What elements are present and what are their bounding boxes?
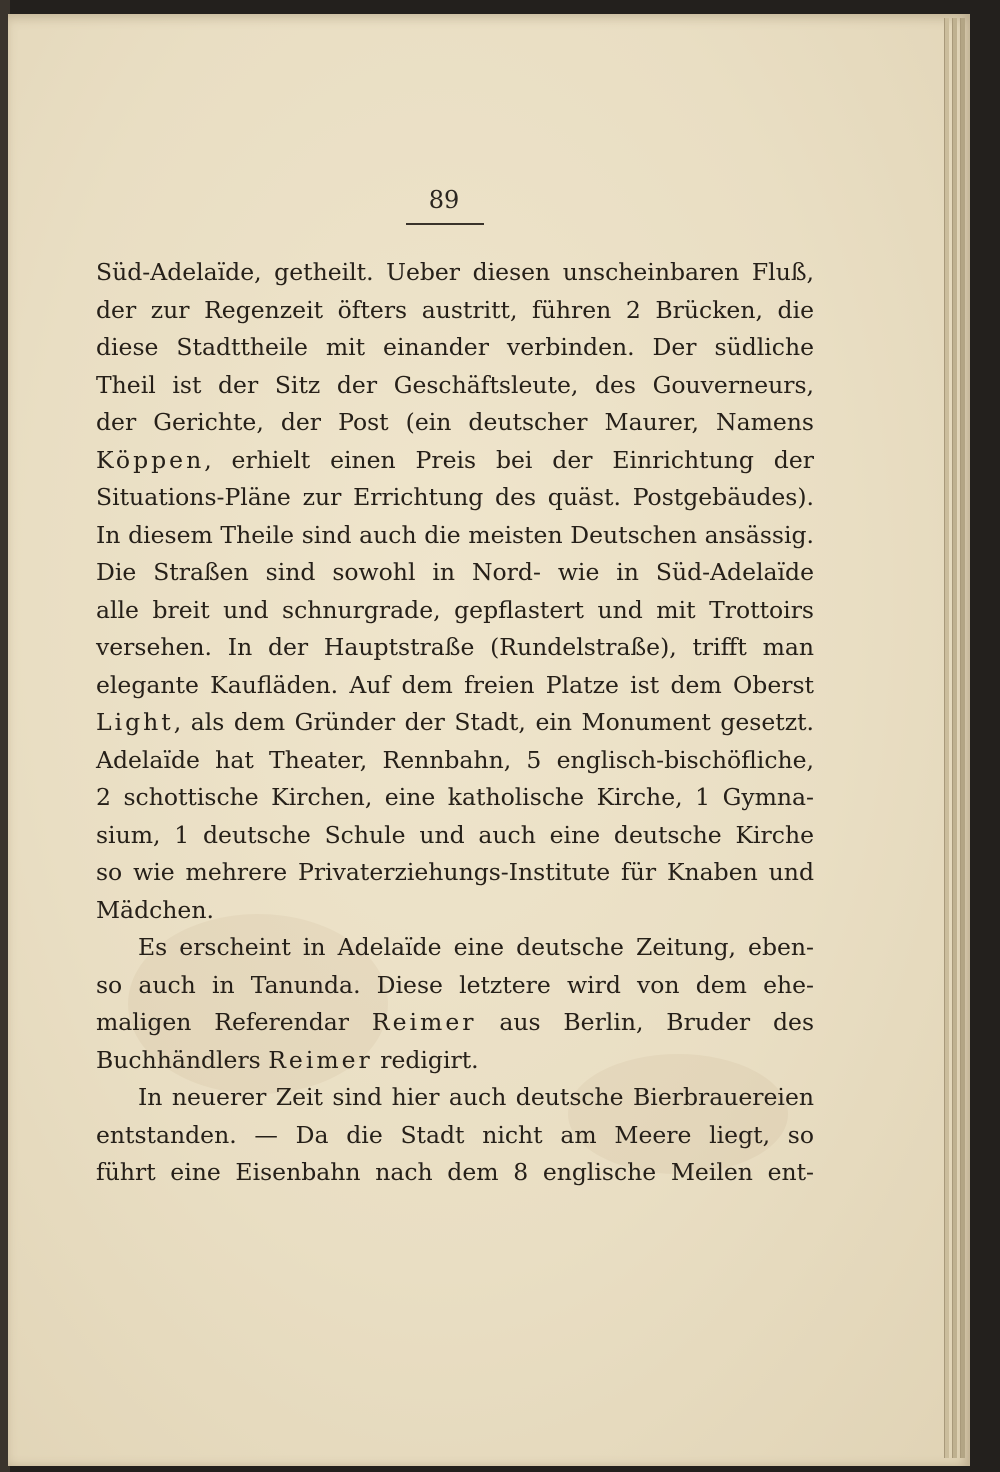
- text-line: In neuerer Zeit sind hier auch deutsche Bierbrauereien: [138, 1083, 814, 1111]
- spaced-name: Köppen: [96, 445, 205, 474]
- text-line: Mädchen.: [96, 895, 214, 924]
- text-line: sium, 1 deutsche Schule und auch eine deutsche Kirche: [96, 820, 814, 849]
- page-edge: [944, 18, 949, 1458]
- text-line: der zur Regenzeit öfters austritt, führen 2 Brücken, die: [96, 295, 814, 324]
- line-text: redigirt.: [372, 1045, 479, 1074]
- line-text: aus Berlin, Bruder des: [476, 1008, 815, 1036]
- spaced-name: Reimer: [371, 1008, 477, 1036]
- text-line: diese Stadttheile mit einander verbinden. Der südliche: [96, 333, 814, 361]
- text-line: [96, 704, 814, 742]
- page-edge: [952, 18, 957, 1458]
- text-line: Theil ist der Sitz der Geschäftsleute, des Gouverneurs,: [96, 370, 814, 399]
- line-text: maligen Referendar: [96, 1008, 372, 1036]
- text-line: [96, 1004, 814, 1042]
- text-line: so auch in Tanunda. Diese letztere wird von dem ehe-: [96, 970, 814, 999]
- text-line: Die Straßen sind sowohl in Nord- wie in Süd-Adelaïde: [96, 558, 814, 586]
- text-line: Adelaïde hat Theater, Rennbahn, 5 englisch-bischöfliche,: [96, 745, 814, 774]
- page-number: 89: [428, 186, 460, 214]
- text-line: der Gerichte, der Post (ein deutscher Maurer, Namens: [96, 408, 814, 436]
- spaced-name: Reimer: [268, 1045, 373, 1074]
- text-line: so wie mehrere Privaterziehungs-Institute für Knaben und: [96, 858, 814, 886]
- spaced-name: Light: [96, 708, 174, 736]
- text-line: alle breit und schnurgrade, gepflastert und mit Trottoirs: [96, 595, 814, 624]
- text-line: In diesem Theile sind auch die meisten Deutschen ansässig.: [96, 520, 814, 549]
- line-text: Buchhändlers: [96, 1045, 269, 1074]
- line-text: , als dem Gründer der Stadt, ein Monument gesetzt.: [173, 708, 814, 736]
- text-line: versehen. In der Hauptstraße (Rundelstraße), trifft man: [96, 633, 814, 661]
- line-text: , erhielt einen Preis bei der Einrichtung der: [204, 445, 814, 474]
- text-line: führt eine Eisenbahn nach dem 8 englische Meilen ent-: [96, 1158, 814, 1186]
- text-line: Situations-Pläne zur Errichtung des quäst. Postgebäudes).: [96, 483, 814, 511]
- page-edge: [960, 18, 965, 1458]
- text-line: entstanden. — Da die Stadt nicht am Meere liegt, so: [96, 1120, 814, 1149]
- text-line: elegante Kaufläden. Auf dem freien Platze ist dem Oberst: [96, 670, 814, 699]
- body-text: [96, 254, 814, 1192]
- text-line: [96, 442, 814, 480]
- text-line: Es erscheint in Adelaïde eine deutsche Zeitung, eben-: [138, 933, 814, 961]
- text-line: [96, 1042, 814, 1080]
- text-line: Süd-Adelaïde, getheilt. Ueber diesen unscheinbaren Fluß,: [96, 258, 814, 286]
- page-number-rule: [406, 223, 484, 225]
- text-line: 2 schottische Kirchen, eine katholische Kirche, 1 Gymna-: [96, 783, 814, 811]
